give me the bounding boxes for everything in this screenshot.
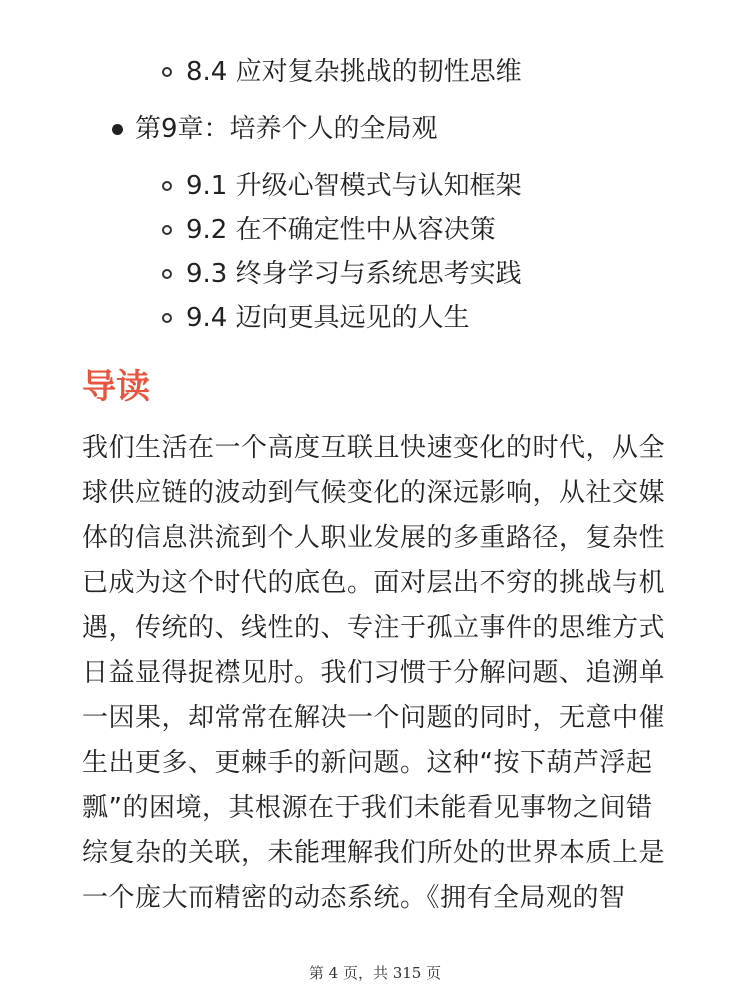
- paragraph-line: 我们生活在一个高度互联且快速变化的时代，从全: [82, 433, 666, 463]
- toc-item-label: 9.1 升级心智模式与认知框架: [186, 171, 522, 201]
- paragraph-line: 遇，传统的、线性的、专注于孤立事件的思维方式: [82, 613, 666, 643]
- paragraph-line: 已成为这个时代的底色。面对层出不穷的挑战与机: [82, 568, 666, 598]
- toc-item-9-2[interactable]: [162, 208, 496, 252]
- toc-chapter-label: 第9章：培养个人的全局观: [135, 114, 438, 144]
- toc-chapter-9[interactable]: [112, 107, 438, 151]
- paragraph-line: 综复杂的关联，未能理解我们所处的世界本质上是: [82, 838, 666, 868]
- page-number: 第 4 页，共 315 页: [308, 964, 442, 982]
- hollow-bullet-icon: [162, 313, 172, 323]
- filled-bullet-icon: [112, 124, 123, 135]
- toc-item-label: 9.4 迈向更具远见的人生: [186, 303, 470, 333]
- paragraph-line: 球供应链的波动到气候变化的深远影响，从社交媒: [82, 478, 666, 508]
- paragraph-line: 一个庞大而精密的动态系统。《拥有全局观的智: [82, 883, 626, 913]
- toc-item-label: 8.4 应对复杂挑战的韧性思维: [186, 57, 522, 87]
- toc-item-8-4[interactable]: [162, 50, 522, 94]
- paragraph-line: 体的信息洪流到个人职业发展的多重路径，复杂性: [82, 523, 666, 553]
- intro-paragraph: [82, 426, 682, 921]
- section-heading: 导读: [82, 367, 150, 407]
- paragraph-line: 瓢”的困境，其根源在于我们未能看见事物之间错: [82, 793, 653, 823]
- hollow-bullet-icon: [162, 269, 172, 279]
- toc-item-label: 9.2 在不确定性中从容决策: [186, 215, 496, 245]
- paragraph-line: 生出更多、更棘手的新问题。这种“按下葫芦浮起: [82, 748, 653, 778]
- hollow-bullet-icon: [162, 67, 172, 77]
- toc-item-label: 9.3 终身学习与系统思考实践: [186, 259, 522, 289]
- toc-item-9-4[interactable]: [162, 296, 470, 340]
- toc-item-9-3[interactable]: [162, 252, 522, 296]
- hollow-bullet-icon: [162, 225, 172, 235]
- paragraph-line: 日益显得捉襟见肘。我们习惯于分解问题、追溯单: [82, 658, 666, 688]
- paragraph-line: 一因果，却常常在解决一个问题的同时，无意中催: [82, 703, 666, 733]
- hollow-bullet-icon: [162, 181, 172, 191]
- toc-item-9-1[interactable]: [162, 164, 522, 208]
